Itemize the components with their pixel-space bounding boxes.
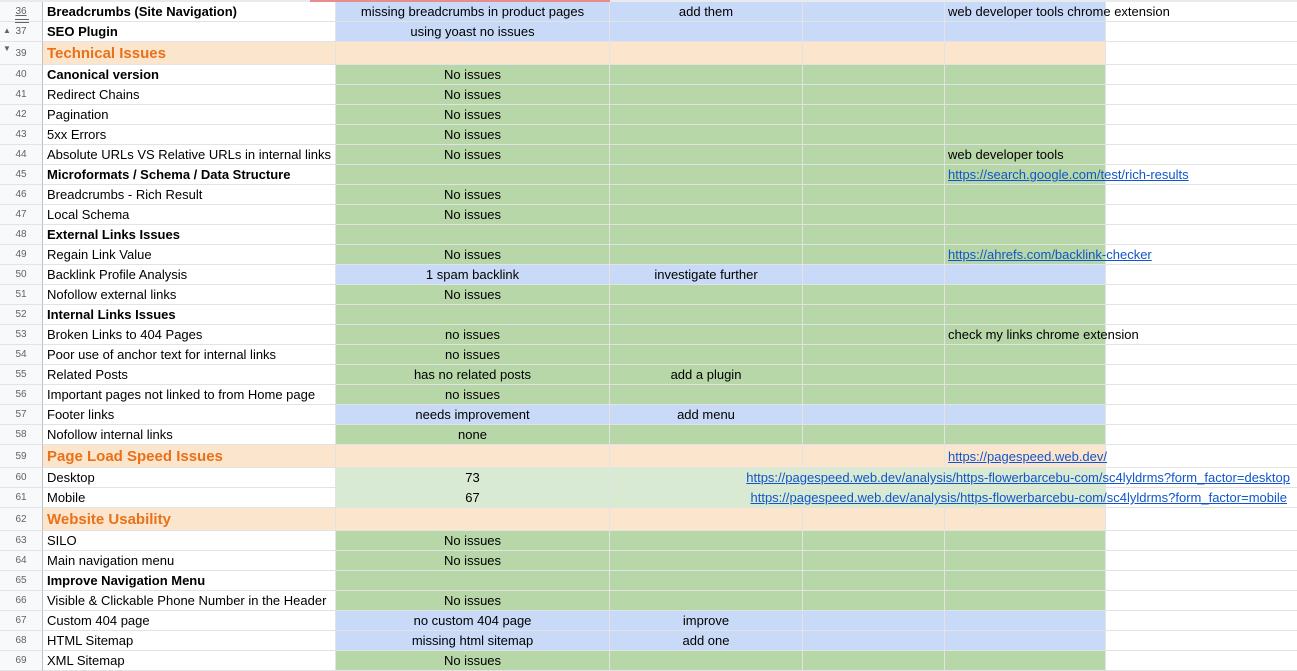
row-header[interactable]: 62 <box>0 508 43 531</box>
cell-tool[interactable] <box>945 305 1106 325</box>
cell-notes[interactable] <box>803 531 945 551</box>
row-header[interactable]: 67 <box>0 611 43 631</box>
table-row <box>0 2 1297 22</box>
cell-item-name[interactable]: Redirect Chains <box>43 85 336 105</box>
cell-status[interactable]: No issues <box>336 205 610 225</box>
cell-action[interactable] <box>610 245 803 265</box>
cell-notes[interactable] <box>803 205 945 225</box>
cell-action[interactable]: add them <box>610 2 803 22</box>
cell-action[interactable] <box>610 22 803 42</box>
cell-tool[interactable] <box>945 85 1106 105</box>
cell-tool[interactable] <box>945 405 1106 425</box>
cell-empty[interactable] <box>1106 2 1297 22</box>
row-header[interactable]: 54 <box>0 345 43 365</box>
cell-item-name[interactable]: Local Schema <box>43 205 336 225</box>
cell-notes[interactable] <box>803 305 945 325</box>
cell-status[interactable]: has no related posts <box>336 365 610 385</box>
cell-status[interactable]: no custom 404 page <box>336 611 610 631</box>
cell-notes[interactable] <box>803 285 945 305</box>
cell-action[interactable] <box>610 145 803 165</box>
cell-empty[interactable] <box>1106 145 1297 165</box>
cell-status[interactable]: 73 <box>336 468 610 488</box>
pagespeed-report-link[interactable]: https://pagespeed.web.dev/analysis/https-flowerbarcebu-com/sc4lyldrms?form_factor=desktop <box>746 470 1290 485</box>
cell-empty[interactable] <box>1106 265 1297 285</box>
cell-status[interactable]: needs improvement <box>336 405 610 425</box>
cell-empty[interactable] <box>1106 42 1297 65</box>
cell-item-name[interactable]: Page Load Speed Issues <box>43 445 336 468</box>
cell-action[interactable] <box>610 205 803 225</box>
cell-status[interactable]: no issues <box>336 325 610 345</box>
row-header[interactable]: 52 <box>0 305 43 325</box>
cell-tool[interactable] <box>945 611 1106 631</box>
cell-notes[interactable] <box>803 105 945 125</box>
cell-tool[interactable] <box>945 65 1106 85</box>
cell-empty[interactable] <box>1106 345 1297 365</box>
cell-item-name[interactable]: Mobile <box>43 488 336 508</box>
table-row <box>0 185 1297 205</box>
cell-tool[interactable] <box>945 591 1106 611</box>
cell-item-name[interactable]: Poor use of anchor text for internal links <box>43 345 336 365</box>
cell-status[interactable]: missing html sitemap <box>336 631 610 651</box>
cell-notes[interactable] <box>803 325 945 345</box>
cell-tool[interactable]: web developer tools <box>945 145 1106 165</box>
row-header[interactable]: 53 <box>0 325 43 345</box>
group-bracket-line <box>15 22 29 23</box>
cell-item-name[interactable]: Canonical version <box>43 65 336 85</box>
cell-notes[interactable] <box>803 445 945 468</box>
cell-status[interactable]: No issues <box>336 651 610 671</box>
cell-item-name[interactable]: Breadcrumbs - Rich Result <box>43 185 336 205</box>
cell-notes[interactable] <box>803 265 945 285</box>
cell-status[interactable] <box>336 225 610 245</box>
row-header[interactable]: 64 <box>0 551 43 571</box>
table-row <box>0 105 1297 125</box>
cell-tool-link[interactable]: https://pagespeed.web.dev/ <box>945 445 1106 468</box>
row-header[interactable]: 48 <box>0 225 43 245</box>
row-header[interactable]: 58 <box>0 425 43 445</box>
cell-tool[interactable] <box>945 631 1106 651</box>
cell-item-name[interactable]: Backlink Profile Analysis <box>43 265 336 285</box>
table-row <box>0 265 1297 285</box>
table-row <box>0 508 1297 531</box>
cell-status[interactable]: no issues <box>336 345 610 365</box>
cell-status[interactable]: none <box>336 425 610 445</box>
cell-empty[interactable] <box>1106 205 1297 225</box>
cell-status[interactable]: 1 spam backlink <box>336 265 610 285</box>
cell-notes[interactable] <box>803 22 945 42</box>
cell-notes[interactable] <box>803 571 945 591</box>
cell-tool[interactable] <box>945 551 1106 571</box>
cell-empty[interactable] <box>1106 225 1297 245</box>
row-header[interactable]: 59 <box>0 445 43 468</box>
table-row <box>0 225 1297 245</box>
cell-empty[interactable] <box>1106 185 1297 205</box>
row-header[interactable]: 49 <box>0 245 43 265</box>
cell-tool[interactable] <box>945 365 1106 385</box>
row-header[interactable]: 57 <box>0 405 43 425</box>
cell-status[interactable]: No issues <box>336 185 610 205</box>
cell-notes[interactable] <box>803 185 945 205</box>
cell-tool[interactable] <box>945 225 1106 245</box>
table-row <box>0 365 1297 385</box>
cell-item-name[interactable]: Improve Navigation Menu <box>43 571 336 591</box>
cell-item-name[interactable]: Internal Links Issues <box>43 305 336 325</box>
cell-notes[interactable] <box>803 365 945 385</box>
cell-empty[interactable] <box>1106 551 1297 571</box>
cell-notes[interactable] <box>803 508 945 531</box>
cell-item-name[interactable]: HTML Sitemap <box>43 631 336 651</box>
table-row <box>0 468 1297 488</box>
cell-empty[interactable] <box>1106 425 1297 445</box>
cell-status[interactable]: No issues <box>336 531 610 551</box>
cell-notes[interactable] <box>803 2 945 22</box>
cell-empty[interactable] <box>1106 531 1297 551</box>
table-row <box>0 551 1297 571</box>
cell-item-name[interactable]: Regain Link Value <box>43 245 336 265</box>
row-header[interactable]: 45 <box>0 165 43 185</box>
table-row <box>0 125 1297 145</box>
cell-item-name[interactable]: Absolute URLs VS Relative URLs in internal links <box>43 145 336 165</box>
cell-notes[interactable] <box>803 245 945 265</box>
cell-tool[interactable] <box>945 22 1106 42</box>
row-header[interactable]: 61 <box>0 488 43 508</box>
cell-status[interactable] <box>336 305 610 325</box>
cell-empty[interactable] <box>1106 651 1297 671</box>
cell-status[interactable] <box>336 165 610 185</box>
cell-tool[interactable] <box>945 345 1106 365</box>
cell-item-name[interactable]: XML Sitemap <box>43 651 336 671</box>
cell-item-name[interactable]: Technical Issues <box>43 42 336 65</box>
table-row <box>0 651 1297 671</box>
table-row <box>0 325 1297 345</box>
row-header[interactable]: 50 <box>0 265 43 285</box>
cell-notes[interactable] <box>803 42 945 65</box>
cell-tool[interactable] <box>945 651 1106 671</box>
cell-notes[interactable] <box>803 65 945 85</box>
cell-action[interactable] <box>610 531 803 551</box>
cell-action[interactable] <box>610 591 803 611</box>
cell-notes[interactable] <box>803 551 945 571</box>
cell-status[interactable]: missing breadcrumbs in product pages <box>336 2 610 22</box>
cell-status[interactable]: using yoast no issues <box>336 22 610 42</box>
table-row <box>0 405 1297 425</box>
row-header[interactable]: 63 <box>0 531 43 551</box>
cell-notes[interactable] <box>803 611 945 631</box>
cell-status[interactable]: No issues <box>336 85 610 105</box>
cell-item-name[interactable]: Nofollow internal links <box>43 425 336 445</box>
cell-tool[interactable] <box>945 508 1106 531</box>
cell-action[interactable] <box>610 125 803 145</box>
cell-empty[interactable] <box>1106 508 1297 531</box>
cell-notes[interactable] <box>803 651 945 671</box>
table-row <box>0 611 1297 631</box>
row-header[interactable]: 37 <box>0 22 43 42</box>
cell-item-name[interactable]: 5xx Errors <box>43 125 336 145</box>
cell-tool-link[interactable]: https://search.google.com/test/rich-results <box>945 165 1106 185</box>
cell-status[interactable]: No issues <box>336 105 610 125</box>
cell-action[interactable] <box>610 285 803 305</box>
cell-empty[interactable] <box>1106 445 1297 468</box>
cell-item-name[interactable]: Main navigation menu <box>43 551 336 571</box>
cell-action[interactable] <box>610 425 803 445</box>
cell-status[interactable]: No issues <box>336 65 610 85</box>
cell-action[interactable] <box>610 85 803 105</box>
cell-empty[interactable] <box>1106 22 1297 42</box>
cell-item-name[interactable]: Pagination <box>43 105 336 125</box>
cell-notes[interactable] <box>803 425 945 445</box>
cell-action[interactable] <box>610 508 803 531</box>
cell-notes[interactable] <box>803 145 945 165</box>
cell-notes[interactable] <box>803 405 945 425</box>
row-header[interactable]: 43 <box>0 125 43 145</box>
expand-triangle-icon[interactable]: ▼ <box>3 44 11 53</box>
cell-tool[interactable] <box>945 425 1106 445</box>
cell-empty[interactable] <box>1106 631 1297 651</box>
cell-empty[interactable] <box>1106 325 1297 345</box>
cell-status[interactable]: No issues <box>336 591 610 611</box>
row-header[interactable]: 60 <box>0 468 43 488</box>
cell-item-name[interactable]: Desktop <box>43 468 336 488</box>
collapse-triangle-icon[interactable]: ▲ <box>3 26 11 35</box>
cell-item-name[interactable]: Website Usability <box>43 508 336 531</box>
cell-tool[interactable] <box>945 42 1106 65</box>
cell-notes[interactable] <box>803 165 945 185</box>
row-header[interactable]: 39 <box>0 42 43 65</box>
table-row <box>0 165 1297 185</box>
table-row <box>0 445 1297 468</box>
row-header[interactable]: 66 <box>0 591 43 611</box>
cell-item-name[interactable]: Footer links <box>43 405 336 425</box>
cell-action[interactable]: add one <box>610 631 803 651</box>
cell-action[interactable]: add menu <box>610 405 803 425</box>
cell-notes[interactable] <box>803 225 945 245</box>
row-header[interactable]: 40 <box>0 65 43 85</box>
row-header[interactable]: 69 <box>0 651 43 671</box>
cell-tool[interactable] <box>945 205 1106 225</box>
cell-item-name[interactable]: SEO Plugin <box>43 22 336 42</box>
cell-status[interactable] <box>336 445 610 468</box>
row-header[interactable]: 51 <box>0 285 43 305</box>
cell-tool[interactable]: check my links chrome extension <box>945 325 1106 345</box>
table-row <box>0 631 1297 651</box>
row-header[interactable]: 56 <box>0 385 43 405</box>
row-header[interactable]: 55 <box>0 365 43 385</box>
cell-empty[interactable] <box>1106 571 1297 591</box>
cell-item-name[interactable]: Important pages not linked to from Home page <box>43 385 336 405</box>
cell-item-name[interactable]: External Links Issues <box>43 225 336 245</box>
cell-action[interactable] <box>610 445 803 468</box>
row-header[interactable]: 42 <box>0 105 43 125</box>
cell-tool[interactable] <box>945 125 1106 145</box>
row-header[interactable]: 44 <box>0 145 43 165</box>
cell-status[interactable]: No issues <box>336 551 610 571</box>
table-row <box>0 85 1297 105</box>
row-header[interactable]: 41 <box>0 85 43 105</box>
cell-action[interactable] <box>610 345 803 365</box>
cell-notes[interactable] <box>803 85 945 105</box>
row-header[interactable]: 68 <box>0 631 43 651</box>
cell-empty[interactable] <box>1106 125 1297 145</box>
table-row <box>0 345 1297 365</box>
table-row <box>0 22 1297 42</box>
cell-item-name[interactable]: Microformats / Schema / Data Structure <box>43 165 336 185</box>
cell-item-name[interactable]: Custom 404 page <box>43 611 336 631</box>
cell-tool-link[interactable]: https://ahrefs.com/backlink-checker <box>945 245 1106 265</box>
cell-notes[interactable] <box>803 385 945 405</box>
table-row <box>0 285 1297 305</box>
table-row <box>0 591 1297 611</box>
cell-action[interactable]: investigate further <box>610 265 803 285</box>
cell-action[interactable] <box>610 325 803 345</box>
table-row <box>0 305 1297 325</box>
cell-notes[interactable] <box>803 345 945 365</box>
row-header[interactable]: 36 <box>0 2 43 22</box>
cell-action[interactable] <box>610 42 803 65</box>
cell-notes[interactable] <box>803 631 945 651</box>
group-bracket-line <box>15 19 29 20</box>
cell-tool[interactable] <box>945 385 1106 405</box>
table-row <box>0 385 1297 405</box>
cell-action[interactable] <box>610 185 803 205</box>
cell-status[interactable]: no issues <box>336 385 610 405</box>
cell-status[interactable]: 67 <box>336 488 610 508</box>
cell-tool[interactable]: web developer tools chrome extension <box>945 2 1106 22</box>
cell-action[interactable] <box>610 551 803 571</box>
cell-action[interactable] <box>610 65 803 85</box>
pagespeed-report-link[interactable]: https://pagespeed.web.dev/analysis/https-flowerbarcebu-com/sc4lyldrms?form_factor=mobile <box>750 490 1287 505</box>
cell-empty[interactable] <box>1106 405 1297 425</box>
cell-tool[interactable] <box>945 265 1106 285</box>
row-header[interactable]: 46 <box>0 185 43 205</box>
cell-status[interactable]: No issues <box>336 145 610 165</box>
cell-item-name[interactable]: Visible & Clickable Phone Number in the Header <box>43 591 336 611</box>
cell-item-name[interactable]: Nofollow external links <box>43 285 336 305</box>
table-row <box>0 488 1297 508</box>
cell-status[interactable]: No issues <box>336 245 610 265</box>
table-row <box>0 531 1297 551</box>
cell-empty[interactable] <box>1106 85 1297 105</box>
cell-empty[interactable] <box>1106 365 1297 385</box>
table-row <box>0 65 1297 85</box>
cell-status[interactable] <box>336 508 610 531</box>
cell-action[interactable] <box>610 305 803 325</box>
cell-action[interactable] <box>610 225 803 245</box>
cell-empty[interactable] <box>1106 245 1297 265</box>
cell-empty[interactable] <box>1106 65 1297 85</box>
row-header[interactable]: 47 <box>0 205 43 225</box>
table-row <box>0 42 1297 65</box>
cell-tool[interactable] <box>945 285 1106 305</box>
cell-empty[interactable] <box>1106 611 1297 631</box>
table-row <box>0 571 1297 591</box>
cell-action[interactable] <box>610 385 803 405</box>
cell-status[interactable] <box>336 42 610 65</box>
cell-action[interactable] <box>610 651 803 671</box>
table-row <box>0 205 1297 225</box>
cell-empty[interactable] <box>1106 591 1297 611</box>
cell-action[interactable]: add a plugin <box>610 365 803 385</box>
cell-item-name[interactable]: SILO <box>43 531 336 551</box>
cell-notes[interactable] <box>803 591 945 611</box>
cell-status[interactable] <box>336 571 610 591</box>
cell-notes[interactable] <box>803 125 945 145</box>
cell-empty[interactable] <box>1106 285 1297 305</box>
cell-item-name[interactable]: Broken Links to 404 Pages <box>43 325 336 345</box>
cell-item-name[interactable]: Breadcrumbs (Site Navigation) <box>43 2 336 22</box>
cell-tool[interactable] <box>945 185 1106 205</box>
cell-empty[interactable] <box>1106 165 1297 185</box>
cell-action[interactable] <box>610 105 803 125</box>
cell-action[interactable]: improve <box>610 611 803 631</box>
cell-action[interactable] <box>610 165 803 185</box>
cell-action[interactable] <box>610 571 803 591</box>
cell-status[interactable]: No issues <box>336 285 610 305</box>
cell-item-name[interactable]: Related Posts <box>43 365 336 385</box>
cell-empty[interactable] <box>1106 385 1297 405</box>
row-header[interactable]: 65 <box>0 571 43 591</box>
table-row <box>0 145 1297 165</box>
table-row <box>0 245 1297 265</box>
cell-tool[interactable] <box>945 105 1106 125</box>
cell-empty[interactable] <box>1106 105 1297 125</box>
cell-empty[interactable] <box>1106 305 1297 325</box>
cell-tool[interactable] <box>945 571 1106 591</box>
table-row <box>0 425 1297 445</box>
cell-status[interactable]: No issues <box>336 125 610 145</box>
cell-tool[interactable] <box>945 531 1106 551</box>
